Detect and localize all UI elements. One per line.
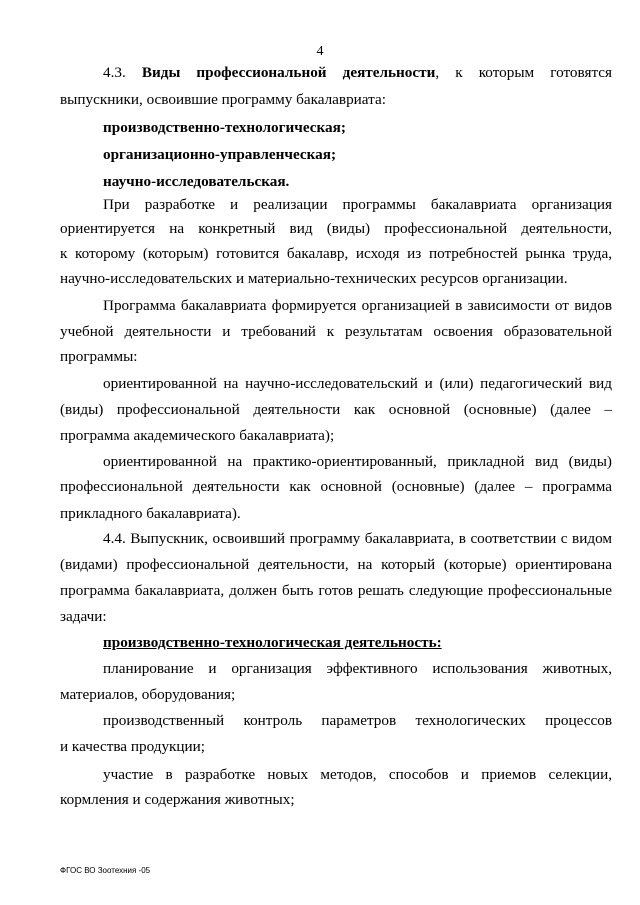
task-line: планирование и организация эффективного использования животных, bbox=[103, 660, 612, 677]
paragraph-line: научно-исследовательских и материально-технических ресурсов организации. bbox=[60, 270, 568, 287]
paragraph-line: задачи: bbox=[60, 608, 107, 625]
activity-type-1: производственно-технологическая; bbox=[103, 119, 346, 136]
paragraph-line: (виды) профессиональной деятельности как основной (основные) (далее – bbox=[60, 401, 612, 418]
activity-type-2: организационно-управленческая; bbox=[103, 146, 336, 163]
paragraph-line: программы: bbox=[60, 348, 138, 365]
activity-type-3: научно-исследовательская. bbox=[103, 173, 290, 190]
paragraph-line: (видами) профессиональной деятельности, на который (которые) ориентирована bbox=[60, 556, 612, 573]
paragraph-line: Программа бакалавриата формируется организацией в зависимости от видов bbox=[103, 297, 612, 314]
section-4-3-line-2: выпускники, освоившие программу бакалавриата: bbox=[60, 91, 386, 108]
section-bold-title: Виды профессиональной деятельности bbox=[141, 64, 436, 81]
paragraph-line: программа бакалавриата, должен быть готов решать следующие профессиональные bbox=[60, 582, 612, 599]
paragraph-line: 4.4. Выпускник, освоивший программу бакалавриата, в соответствии с видом bbox=[103, 530, 612, 547]
footer-text: ФГОС ВО Зоотехния -05 bbox=[60, 866, 151, 875]
page-number: 4 bbox=[316, 44, 324, 59]
section-title-rest: , к которым готовятся bbox=[435, 64, 612, 81]
paragraph-line: к которому (которым) готовится бакалавр, исходя из потребностей рынка труда, bbox=[60, 245, 612, 262]
paragraph-line: прикладного бакалавриата). bbox=[60, 505, 241, 522]
paragraph-line: ориентированной на практико-ориентированный, прикладной вид (виды) bbox=[103, 453, 612, 470]
task-line: производственный контроль параметров технологических процессов bbox=[103, 712, 612, 729]
paragraph-line: При разработке и реализации программы бакалавриата организация bbox=[103, 196, 612, 213]
activity-heading: производственно-технологическая деятельность: bbox=[103, 634, 442, 651]
paragraph-line: профессиональной деятельности как основной (основные) (далее – программа bbox=[60, 478, 612, 495]
section-4-3-heading-line bbox=[103, 64, 612, 82]
paragraph-line: программа академического бакалавриата); bbox=[60, 427, 335, 444]
section-number: 4.3. bbox=[103, 64, 126, 81]
task-line: кормления и содержания животных; bbox=[60, 791, 295, 808]
task-line: материалов, оборудования; bbox=[60, 686, 236, 703]
task-line: участие в разработке новых методов, способов и приемов селекции, bbox=[103, 766, 612, 783]
task-line: и качества продукции; bbox=[60, 738, 206, 755]
paragraph-line: учебной деятельности и требований к результатам освоения образовательной bbox=[60, 323, 612, 340]
paragraph-line: ориентированной на научно-исследовательский и (или) педагогический вид bbox=[103, 375, 612, 392]
paragraph-line: ориентируется на конкретный вид (виды) профессиональной деятельности, bbox=[60, 220, 612, 237]
